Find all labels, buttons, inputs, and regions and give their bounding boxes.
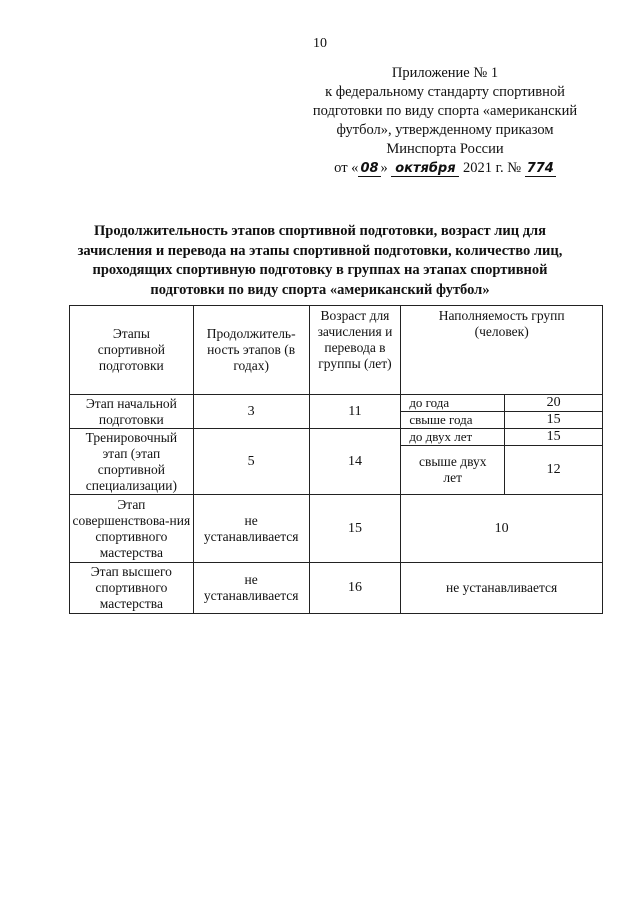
duration-cell: не устанавливается xyxy=(193,563,309,614)
duration-cell: не устанавливается xyxy=(193,495,309,563)
header-duration: Продолжитель-ность этапов (в годах) xyxy=(193,306,309,395)
date-prefix: от « xyxy=(334,160,359,176)
header-stage: Этапы спортивной подготовки xyxy=(70,306,194,395)
appendix-line: Минспорта России xyxy=(386,141,504,157)
order-date-line xyxy=(310,159,580,178)
age-cell: 16 xyxy=(309,563,401,614)
duration-cell: 3 xyxy=(193,395,309,429)
handwritten-order-number: 774 xyxy=(526,161,554,176)
date-year: 2021 г. № xyxy=(463,160,522,176)
group-sub-value: 12 xyxy=(505,446,603,495)
document-title: Продолжительность этапов спортивной подготовки, возраст лиц для зачисления и перевода на этапы спортивной подготовки, количество лиц, проходящих спортивную подготовку в группах на этапах спортивной подготовки по виду спорта «американский футбол» xyxy=(77,223,563,298)
table-row xyxy=(70,495,603,563)
handwritten-day: 08 xyxy=(360,161,379,176)
age-cell: 11 xyxy=(309,395,401,429)
handwritten-month: октября xyxy=(391,161,459,177)
page-number: 10 xyxy=(313,36,327,51)
stage-cell: Тренировочный этап (этап спортивной специализации) xyxy=(70,429,194,495)
training-stages-table xyxy=(69,305,603,614)
stage-cell: Этап высшего спортивного мастерства xyxy=(70,563,194,614)
table-header-row xyxy=(70,306,603,395)
group-sub-value: 15 xyxy=(505,412,603,429)
duration-cell: 5 xyxy=(193,429,309,495)
group-sub-value: 15 xyxy=(505,429,603,446)
age-cell: 14 xyxy=(309,429,401,495)
appendix-line: футбол», утвержденному приказом xyxy=(336,122,554,138)
appendix-line: к федеральному стандарту спортивной xyxy=(325,84,565,100)
stage-cell: Этап начальной подготовки xyxy=(70,395,194,429)
stage-cell: Этап совершенствова-ния спортивного мастерства xyxy=(70,495,194,563)
group-sub-label: свыше двух лет xyxy=(401,446,505,495)
header-age: Возраст для зачисления и перевода в группы (лет) xyxy=(309,306,401,395)
group-sub-value: 20 xyxy=(505,395,603,412)
group-fill-cell: не устанавливается xyxy=(401,563,603,614)
table-row xyxy=(70,395,603,412)
appendix-block xyxy=(310,64,580,178)
group-fill-cell: 10 xyxy=(401,495,603,563)
group-sub-label: до года xyxy=(401,395,505,412)
group-sub-label: свыше года xyxy=(401,412,505,429)
header-fill: Наполняемость групп (человек) xyxy=(401,306,603,395)
table-row xyxy=(70,429,603,446)
appendix-line: подготовки по виду спорта «американский xyxy=(312,103,578,119)
appendix-title: Приложение № 1 xyxy=(391,65,499,81)
group-sub-label: до двух лет xyxy=(401,429,505,446)
table-row xyxy=(70,563,603,614)
age-cell: 15 xyxy=(309,495,401,563)
date-mid: » xyxy=(380,160,388,176)
